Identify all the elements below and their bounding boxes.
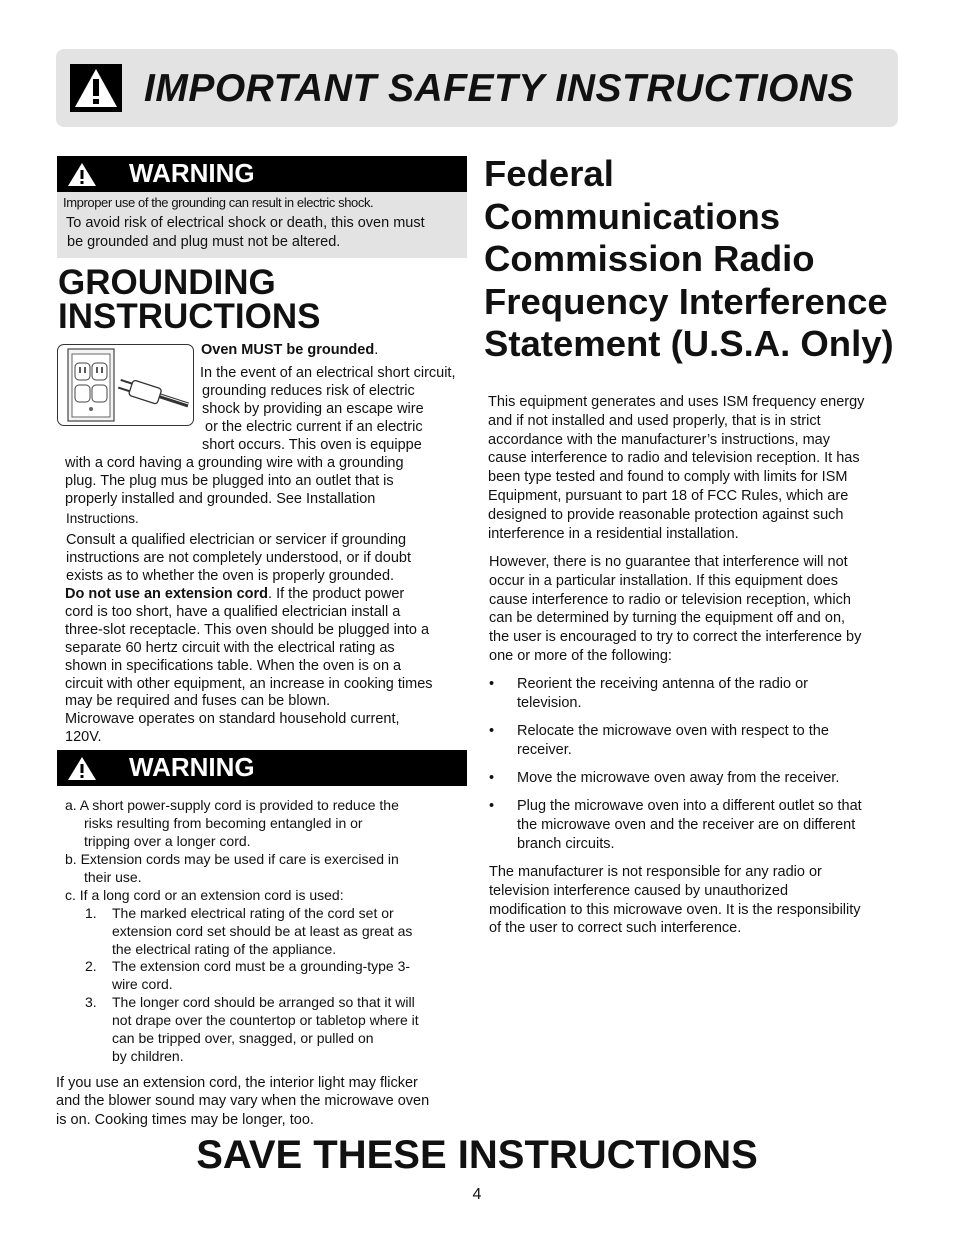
grounded-outlet-illustration [57,344,194,426]
warning-text-line: be grounded and plug must not be altered. [67,234,341,250]
list-item: risks resulting from becoming entangled in or [84,815,363,831]
warning-bar [57,750,467,786]
list-item: b. Extension cords may be used if care is exercised in [65,851,399,867]
warning-text-line: Improper use of the grounding can result in electric shock. [63,195,374,210]
warning-label: WARNING [129,752,255,782]
list-item: a. A short power-supply cord is provided to reduce the [65,797,399,813]
grounding-text: cord is too short, have a qualified electrician install a [65,604,401,620]
list-item: The marked electrical rating of the cord set or [112,905,394,921]
grounding-text: Microwave operates on standard household current, [65,711,400,727]
warning-text-line: To avoid risk of electrical shock or death, this oven must [66,215,425,231]
list-number: 2. [85,958,97,974]
list-item: tripping over a longer cord. [84,833,251,849]
grounding-text: circuit with other equipment, an increase in cooking times [65,676,433,692]
grounding-text: or the electric current if an electric [205,419,423,435]
bullet-item: • Move the microwave oven away from the receiver. [489,770,840,786]
grounding-text: short occurs. This oven is equippe [202,437,422,453]
warning-label: WARNING [129,158,255,188]
grounding-text: shown in specifications table. When the oven is on a [65,658,402,674]
grounding-text: properly installed and grounded. See Installation [65,491,376,507]
bullet-item: • Relocate the microwave oven with respect to the receiver. [489,723,829,758]
extension-note: If you use an extension cord, the interior light may flicker [56,1075,418,1091]
grounding-text: exists as to whether the oven is properly grounded. [66,568,395,584]
section-title-fcc: Federal Communications Commission Radio Frequency Interference Statement (U.S.A. Only) [484,153,894,364]
bullet-item: • Reorient the receiving antenna of the radio or television. [489,676,808,711]
list-item: c. If a long cord or an extension cord is used: [65,887,344,903]
save-instructions-heading: SAVE THESE INSTRUCTIONS [196,1133,758,1177]
list-number: 1. [85,905,97,921]
list-item: The longer cord should be arranged so that it will [112,994,415,1010]
grounding-text: Instructions. [66,511,139,526]
extension-note: and the blower sound may vary when the microwave oven [56,1093,430,1109]
grounding-text: three-slot receptacle. This oven should be plugged into a [65,622,430,638]
list-item: wire cord. [112,976,173,992]
fcc-paragraph: The manufacturer is not responsible for any radio or television interference caused by unauthorized modification to this microwave oven. It is the responsibility of the user to correct such interference. [489,864,861,937]
list-item: not drape over the countertop or tabletop where it [112,1012,419,1028]
list-item: the electrical rating of the appliance. [112,941,337,957]
header-banner [56,49,898,127]
grounding-text: Consult a qualified electrician or servicer if grounding [66,532,407,548]
grounding-text: In the event of an electrical short circuit, [200,365,456,381]
list-item: by children. [112,1048,184,1064]
grounding-text: instructions are not completely understood, or if doubt [66,550,411,566]
grounding-text: Oven MUST be grounded. [201,342,379,358]
warning-bar [57,156,467,192]
section-title-grounding: GROUNDING INSTRUCTIONS [58,263,321,336]
list-item: The extension cord must be a grounding-type 3- [112,958,411,974]
grounding-text: grounding reduces risk of electric [202,383,415,399]
fcc-paragraph: However, there is no guarantee that interference will not occur in a particular installation. If this equipment does cause interference to radio or television reception, which can be determined by turning the equipment off and on, the user is encouraged to try to correct the interference by one or more of the following: [489,554,862,664]
list-number: 3. [85,994,97,1010]
grounding-text: separate 60 hertz circuit with the electrical rating as [65,640,395,656]
warning-triangle-icon [67,162,97,187]
grounding-text: shock by providing an escape wire [202,401,424,417]
page-title: IMPORTANT SAFETY INSTRUCTIONS [144,67,855,110]
bullet-item: • Plug the microwave oven into a different outlet so that the microwave oven and the receiver are on different branch circuits. [489,798,862,852]
list-item: extension cord set should be at least as great as [112,923,413,939]
list-item: can be tripped over, snagged, or pulled on [112,1030,374,1046]
warning-triangle-icon [67,756,97,781]
warning-triangle-icon [70,64,122,112]
grounding-text: with a cord having a grounding wire with a grounding [65,455,404,471]
warning-message-box [57,192,467,258]
grounding-text: may be required and fuses can be blown. [65,693,331,709]
grounding-text: plug. The plug mus be plugged into an outlet that is [65,473,394,489]
page-number: 4 [472,1186,482,1203]
outlet-plug-icon [58,345,193,425]
list-item: their use. [84,869,142,885]
grounding-text: 120V. [65,729,102,745]
grounding-text: Do not use an extension cord. If the product power [65,586,405,602]
extension-note: is on. Cooking times may be longer, too. [56,1112,314,1128]
fcc-paragraph: This equipment generates and uses ISM frequency energy and if not installed and used properly, that is in strict accordance with the manufacturer’s instructions, may cause interference to radio and television reception. It has been type tested and found to comply with limits for ISM Equipment, pursuant to part 18 of FCC Rules, which are designed to provide reasonable protection against such interference in a residential installation. [488,394,865,542]
